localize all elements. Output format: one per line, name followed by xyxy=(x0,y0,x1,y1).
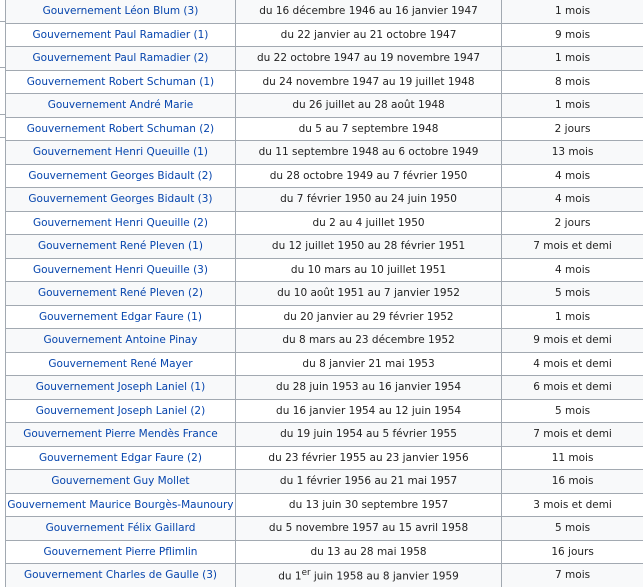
government-link[interactable]: Gouvernement Henri Queuille (1) xyxy=(32,146,208,159)
dates-cell: du 22 octobre 1947 au 19 novembre 1947 xyxy=(235,47,501,71)
table-row xyxy=(6,94,643,118)
duration-cell: 2 jours xyxy=(502,211,643,235)
government-link[interactable]: Gouvernement Georges Bidault (3) xyxy=(28,193,213,206)
table-row xyxy=(6,352,643,376)
duration-cell: 3 mois et demi xyxy=(502,493,643,517)
government-cell xyxy=(6,423,236,447)
government-link[interactable]: Gouvernement Antoine Pinay xyxy=(43,334,198,347)
government-cell xyxy=(6,376,236,400)
dates-cell: du 11 septembre 1948 au 6 octobre 1949 xyxy=(235,141,501,165)
dates-cell: du 22 janvier au 21 octobre 1947 xyxy=(235,23,501,47)
government-cell xyxy=(6,0,236,23)
government-cell xyxy=(6,47,236,71)
government-cell xyxy=(6,141,236,165)
table-row xyxy=(6,305,643,329)
governments-table-body xyxy=(6,0,643,587)
government-cell xyxy=(6,258,236,282)
government-link[interactable]: Gouvernement René Mayer xyxy=(48,357,193,370)
dates-cell: du 26 juillet au 28 août 1948 xyxy=(235,94,501,118)
dates-cell: du 1 février 1956 au 21 mai 1957 xyxy=(235,470,501,494)
table-row xyxy=(6,564,643,587)
government-link[interactable]: Gouvernement Charles de Gaulle (3) xyxy=(23,569,217,582)
duration-cell: 5 mois xyxy=(502,399,643,423)
governments-table xyxy=(5,0,643,587)
table-row xyxy=(6,446,643,470)
duration-cell: 4 mois xyxy=(502,188,643,212)
duration-cell: 5 mois xyxy=(502,282,643,306)
table-row xyxy=(6,0,643,23)
duration-cell: 16 jours xyxy=(502,540,643,564)
government-link[interactable]: Gouvernement Paul Ramadier (2) xyxy=(32,52,209,65)
duration-cell: 16 mois xyxy=(502,470,643,494)
duration-cell: 9 mois et demi xyxy=(502,329,643,353)
government-cell xyxy=(6,188,236,212)
duration-cell: 1 mois xyxy=(502,305,643,329)
government-link[interactable]: Gouvernement Pierre Pflimlin xyxy=(43,545,198,558)
government-link[interactable]: Gouvernement Pierre Mendès France xyxy=(23,428,218,441)
dates-cell: du 5 novembre 1957 au 15 avril 1958 xyxy=(235,517,501,541)
table-row xyxy=(6,470,643,494)
dates-cell: du 5 au 7 septembre 1948 xyxy=(235,117,501,141)
government-cell xyxy=(6,117,236,141)
dates-cell: du 8 mars au 23 décembre 1952 xyxy=(235,329,501,353)
government-link[interactable]: Gouvernement René Pleven (2) xyxy=(38,287,203,300)
table-row xyxy=(6,282,643,306)
duration-cell: 1 mois xyxy=(502,0,643,23)
table-row xyxy=(6,211,643,235)
dates-cell: du 10 mars au 10 juillet 1951 xyxy=(235,258,501,282)
dates-cell: du 24 novembre 1947 au 19 juillet 1948 xyxy=(235,70,501,94)
dates-cell: du 10 août 1951 au 7 janvier 1952 xyxy=(235,282,501,306)
duration-cell: 13 mois xyxy=(502,141,643,165)
dates-cell: du 12 juillet 1950 au 28 février 1951 xyxy=(235,235,501,259)
government-cell xyxy=(6,564,236,587)
government-link[interactable]: Gouvernement Joseph Laniel (2) xyxy=(35,404,206,417)
government-link[interactable]: Gouvernement Joseph Laniel (1) xyxy=(35,381,206,394)
dates-cell: du 16 décembre 1946 au 16 janvier 1947 xyxy=(235,0,501,23)
duration-cell: 11 mois xyxy=(502,446,643,470)
table-row xyxy=(6,47,643,71)
duration-cell: 4 mois xyxy=(502,164,643,188)
government-cell xyxy=(6,235,236,259)
government-link[interactable]: Gouvernement Léon Blum (3) xyxy=(42,5,199,18)
government-link[interactable]: Gouvernement Henri Queuille (3) xyxy=(32,263,208,276)
table-row xyxy=(6,70,643,94)
government-cell xyxy=(6,352,236,376)
dates-cell: du 13 au 28 mai 1958 xyxy=(235,540,501,564)
dates-cell: du 13 juin 30 septembre 1957 xyxy=(235,493,501,517)
government-cell xyxy=(6,446,236,470)
table-row xyxy=(6,235,643,259)
table-row xyxy=(6,517,643,541)
table-row xyxy=(6,117,643,141)
dates-cell: du 8 janvier 21 mai 1953 xyxy=(235,352,501,376)
government-link[interactable]: Gouvernement Henri Queuille (2) xyxy=(32,216,208,229)
government-link[interactable]: Gouvernement Robert Schuman (2) xyxy=(26,122,215,135)
dates-cell: du 23 février 1955 au 23 janvier 1956 xyxy=(235,446,501,470)
duration-cell: 4 mois et demi xyxy=(502,352,643,376)
duration-cell: 6 mois et demi xyxy=(502,376,643,400)
dates-text: juin 1958 au 8 janvier 1959 xyxy=(310,570,459,583)
ordinal-superscript: er xyxy=(301,568,311,578)
government-cell xyxy=(6,517,236,541)
dates-cell: du 28 juin 1953 au 16 janvier 1954 xyxy=(235,376,501,400)
government-link[interactable]: Gouvernement Robert Schuman (1) xyxy=(26,75,215,88)
dates-cell: du 16 janvier 1954 au 12 juin 1954 xyxy=(235,399,501,423)
government-cell xyxy=(6,540,236,564)
government-cell xyxy=(6,211,236,235)
duration-cell: 8 mois xyxy=(502,70,643,94)
government-link[interactable]: Gouvernement André Marie xyxy=(47,99,194,112)
government-cell xyxy=(6,282,236,306)
duration-cell: 5 mois xyxy=(502,517,643,541)
duration-cell: 7 mois xyxy=(502,564,643,587)
dates-cell: du 2 au 4 juillet 1950 xyxy=(235,211,501,235)
duration-cell: 2 jours xyxy=(502,117,643,141)
duration-cell: 1 mois xyxy=(502,94,643,118)
government-cell xyxy=(6,493,236,517)
table-row xyxy=(6,258,643,282)
government-cell xyxy=(6,94,236,118)
dates-cell: du 20 janvier au 29 février 1952 xyxy=(235,305,501,329)
table-row xyxy=(6,399,643,423)
government-cell xyxy=(6,164,236,188)
government-cell xyxy=(6,329,236,353)
table-row xyxy=(6,493,643,517)
dates-cell: du 7 février 1950 au 24 juin 1950 xyxy=(235,188,501,212)
table-row xyxy=(6,423,643,447)
government-link[interactable]: Gouvernement Paul Ramadier (1) xyxy=(32,28,209,41)
dates-cell: du 19 juin 1954 au 5 février 1955 xyxy=(235,423,501,447)
table-row xyxy=(6,376,643,400)
dates-cell xyxy=(235,564,501,587)
table-row xyxy=(6,188,643,212)
duration-cell: 4 mois xyxy=(502,258,643,282)
government-cell xyxy=(6,305,236,329)
government-link[interactable]: Gouvernement Guy Mollet xyxy=(51,475,190,488)
table-row xyxy=(6,164,643,188)
dates-cell: du 28 octobre 1949 au 7 février 1950 xyxy=(235,164,501,188)
table-row xyxy=(6,540,643,564)
government-link[interactable]: Gouvernement Edgar Faure (2) xyxy=(39,451,202,464)
duration-cell: 7 mois et demi xyxy=(502,235,643,259)
dates-prefix: du 1 xyxy=(278,570,302,583)
duration-cell: 7 mois et demi xyxy=(502,423,643,447)
table-row xyxy=(6,141,643,165)
government-cell xyxy=(6,70,236,94)
government-cell xyxy=(6,470,236,494)
duration-cell: 1 mois xyxy=(502,47,643,71)
government-link[interactable]: Gouvernement René Pleven (1) xyxy=(38,240,203,253)
government-cell xyxy=(6,23,236,47)
table-row xyxy=(6,329,643,353)
government-link[interactable]: Gouvernement Georges Bidault (2) xyxy=(28,169,213,182)
government-link[interactable]: Gouvernement Maurice Bourgès-Maunoury xyxy=(7,498,234,511)
duration-cell: 9 mois xyxy=(502,23,643,47)
government-link[interactable]: Gouvernement Edgar Faure (1) xyxy=(39,310,202,323)
table-row xyxy=(6,23,643,47)
government-link[interactable]: Gouvernement Félix Gaillard xyxy=(45,522,196,535)
government-cell xyxy=(6,399,236,423)
